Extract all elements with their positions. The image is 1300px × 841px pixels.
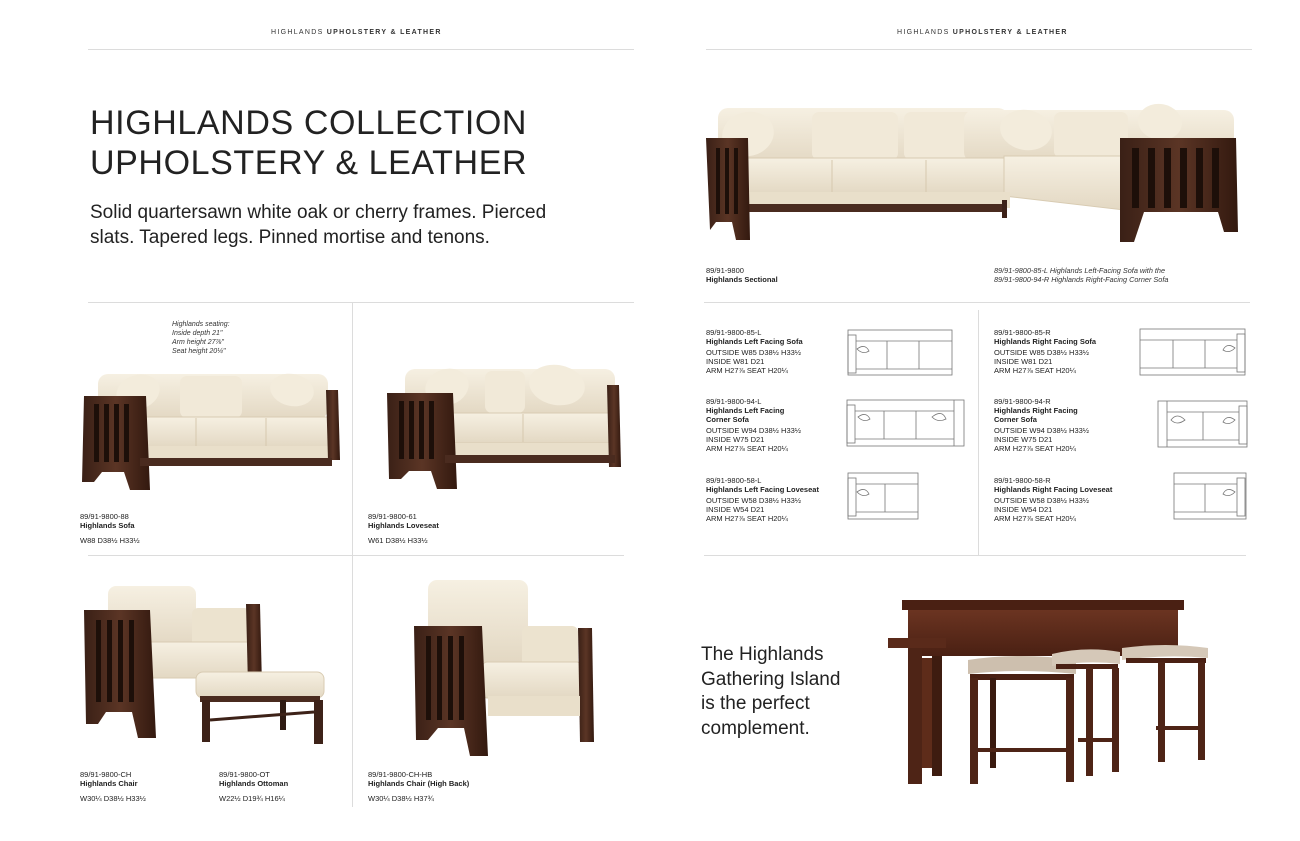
chair-ottoman-image	[80, 584, 330, 744]
product-dims: W61 D38½ H33½	[368, 536, 428, 545]
lead-paragraph	[90, 200, 546, 250]
spec-dims-outside: OUTSIDE W58 D38½ H33½	[994, 496, 1090, 505]
caption-line: 89/91-9800-94-R Highlands Right-Facing Corner Sofa	[994, 275, 1169, 284]
spec-94-r	[994, 397, 1089, 453]
note-line: Inside depth 21"	[172, 330, 223, 337]
seating-note	[172, 320, 230, 356]
spec-divider-horizontal	[704, 555, 1246, 556]
lead-line-1: Solid quartersawn white oak or cherry frames. Pierced	[90, 202, 547, 223]
callout-line: Gathering Island	[701, 668, 841, 690]
drawing-94-r	[1157, 400, 1249, 448]
spec-dims-arm-seat: ARM H27⅞ SEAT H20¼	[994, 514, 1076, 523]
grid-divider-horizontal	[88, 555, 624, 556]
spec-sku: 89/91-9800-85-L	[706, 328, 762, 337]
spec-dims-inside: INSIDE W75 D21	[706, 435, 765, 444]
running-head-prefix: HIGHLANDS	[897, 29, 950, 36]
sofa-image	[80, 362, 342, 492]
page-title	[90, 103, 527, 183]
product-name: Highlands Chair (High Back)	[368, 779, 470, 788]
spec-dims-inside: INSIDE W75 D21	[994, 435, 1053, 444]
product-chair	[80, 770, 146, 803]
product-dims: W22½ D19¾ H16¼	[219, 794, 285, 803]
spec-name: Corner Sofa	[994, 415, 1037, 424]
product-sofa	[80, 512, 140, 545]
running-head-suffix: UPHOLSTERY & LEATHER	[326, 29, 442, 36]
spec-dims-outside: OUTSIDE W85 D38½ H33½	[994, 348, 1090, 357]
spec-sku: 89/91-9800-58-L	[706, 476, 762, 485]
spec-name: Highlands Right Facing Loveseat	[994, 485, 1113, 494]
running-head-left	[271, 29, 442, 36]
running-head-right	[897, 29, 1068, 36]
spec-sku: 89/91-9800-94-R	[994, 397, 1051, 406]
callout-line: complement.	[701, 717, 810, 739]
product-sku: 89/91-9800	[706, 266, 744, 275]
spec-name: Highlands Left Facing	[706, 406, 785, 415]
product-sku: 89/91-9800-88	[80, 512, 129, 521]
spec-name: Highlands Right Facing	[994, 406, 1078, 415]
title-line-1: HIGHLANDS COLLECTION	[90, 104, 528, 142]
spec-dims-outside: OUTSIDE W58 D38½ H33½	[706, 496, 802, 505]
product-loveseat	[368, 512, 439, 545]
header-rule	[706, 49, 1252, 50]
callout-line: is the perfect	[701, 693, 810, 714]
spec-dims-inside: INSIDE W54 D21	[994, 505, 1053, 514]
sectional-caption	[994, 266, 1168, 284]
spec-58-l	[706, 476, 819, 523]
note-line: Arm height 27⅞"	[172, 339, 224, 346]
spec-dims-outside: OUTSIDE W94 D38½ H33½	[706, 426, 802, 435]
lead-line-2: slats. Tapered legs. Pinned mortise and tenons.	[90, 227, 490, 248]
spec-dims-arm-seat: ARM H27⅞ SEAT H20¼	[706, 366, 788, 375]
spec-dims-arm-seat: ARM H27⅞ SEAT H20¼	[706, 444, 788, 453]
caption-line: 89/91-9800-85-L Highlands Left-Facing Sofa with the	[994, 266, 1166, 275]
spec-name: Highlands Left Facing Loveseat	[706, 485, 819, 494]
product-sku: 89/91-9800-OT	[219, 770, 270, 779]
product-chair-high-back	[368, 770, 469, 803]
spec-name: Highlands Right Facing Sofa	[994, 337, 1097, 346]
product-name: Highlands Sofa	[80, 521, 135, 530]
drawing-94-l	[846, 399, 966, 448]
spec-dims-arm-seat: ARM H27⅞ SEAT H20¼	[994, 366, 1076, 375]
product-dims: W88 D38½ H33½	[80, 536, 140, 545]
product-name: Highlands Ottoman	[219, 779, 289, 788]
spec-sku: 89/91-9800-85-R	[994, 328, 1051, 337]
spec-dims-outside: OUTSIDE W94 D38½ H33½	[994, 426, 1090, 435]
section-rule	[704, 302, 1250, 303]
spec-sku: 89/91-9800-94-L	[706, 397, 762, 406]
spec-dims-inside: INSIDE W81 D21	[706, 357, 765, 366]
high-back-chair-image	[412, 578, 597, 758]
sectional-image	[704, 100, 1244, 246]
note-line: Highlands seating:	[172, 321, 230, 328]
spec-sku: 89/91-9800-58-R	[994, 476, 1051, 485]
product-dims: W30¼ D38½ H33½	[80, 794, 146, 803]
spec-dims-outside: OUTSIDE W85 D38½ H33½	[706, 348, 802, 357]
header-rule	[88, 49, 634, 50]
spec-dims-inside: INSIDE W54 D21	[706, 505, 765, 514]
running-head-prefix: HIGHLANDS	[271, 29, 324, 36]
spec-name: Corner Sofa	[706, 415, 749, 424]
title-line-2: UPHOLSTERY & LEATHER	[90, 144, 528, 182]
product-ottoman	[219, 770, 288, 803]
spec-94-l	[706, 397, 801, 453]
spec-dims-arm-seat: ARM H27⅞ SEAT H20¼	[706, 514, 788, 523]
product-dims: W30¼ D38½ H37¾	[368, 794, 434, 803]
product-name: Highlands Loveseat	[368, 521, 439, 530]
product-sku: 89/91-9800-CH-HB	[368, 770, 433, 779]
spec-dims-inside: INSIDE W81 D21	[994, 357, 1053, 366]
callout-line: The Highlands	[701, 644, 824, 665]
spec-85-r	[994, 328, 1096, 375]
running-head-suffix: UPHOLSTERY & LEATHER	[952, 29, 1068, 36]
island-callout	[701, 643, 840, 741]
spec-dims-arm-seat: ARM H27⅞ SEAT H20¼	[994, 444, 1076, 453]
spec-58-r	[994, 476, 1112, 523]
section-rule	[88, 302, 634, 303]
product-name: Highlands Sectional	[706, 275, 778, 284]
gathering-island-image	[886, 598, 1216, 788]
spec-divider-vertical	[978, 310, 979, 555]
drawing-85-l	[847, 329, 953, 376]
product-name: Highlands Chair	[80, 779, 138, 788]
spec-name: Highlands Left Facing Sofa	[706, 337, 803, 346]
drawing-58-r	[1173, 472, 1247, 520]
note-line: Seat height 20¼"	[172, 348, 226, 355]
sectional-label	[706, 266, 778, 284]
drawing-58-l	[847, 472, 919, 520]
product-sku: 89/91-9800-61	[368, 512, 417, 521]
loveseat-image	[385, 355, 625, 492]
spec-85-l	[706, 328, 803, 375]
drawing-85-r	[1139, 328, 1247, 376]
product-sku: 89/91-9800-CH	[80, 770, 132, 779]
